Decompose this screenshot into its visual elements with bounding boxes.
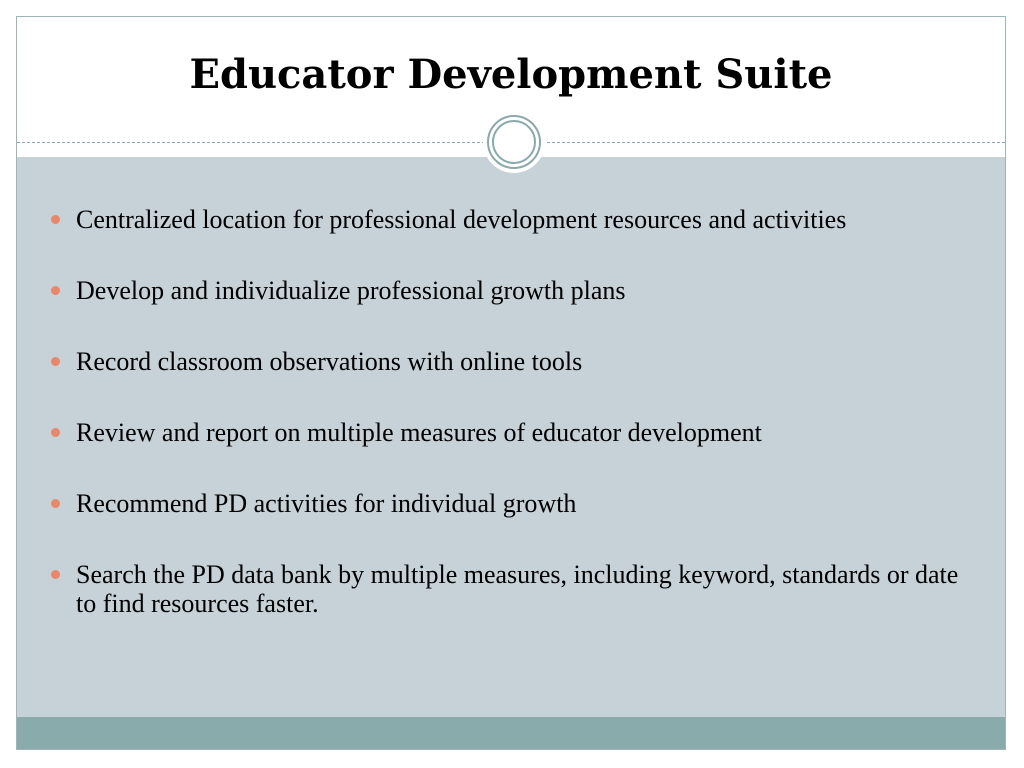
bullet-text: Search the PD data bank by multiple measures, including keyword, standards or date to find resources faster. xyxy=(76,560,959,618)
bullet-text: Develop and individualize professional growth plans xyxy=(76,276,626,305)
bullet-icon xyxy=(51,357,60,366)
bullet-item xyxy=(49,276,969,305)
bullet-item xyxy=(49,489,969,518)
bullet-list xyxy=(49,205,969,660)
bullet-text: Recommend PD activities for individual growth xyxy=(76,489,577,518)
slide-title: Educator Development Suite xyxy=(189,51,833,98)
bullet-icon xyxy=(51,428,60,437)
bullet-text: Record classroom observations with online tools xyxy=(76,347,583,376)
ornament-inner-ring xyxy=(492,120,536,164)
bullet-icon xyxy=(51,286,60,295)
bullet-item xyxy=(49,418,969,447)
bullet-text: Review and report on multiple measures of educator development xyxy=(76,418,762,447)
bullet-icon xyxy=(51,499,60,508)
bullet-text: Centralized location for professional development resources and activities xyxy=(76,205,847,234)
bullet-item xyxy=(49,347,969,376)
bullet-item xyxy=(49,205,969,234)
bullet-icon xyxy=(51,215,60,224)
footer-bar xyxy=(17,717,1005,750)
slide xyxy=(16,16,1006,750)
bullet-icon xyxy=(51,570,60,579)
bullet-item xyxy=(49,560,969,618)
